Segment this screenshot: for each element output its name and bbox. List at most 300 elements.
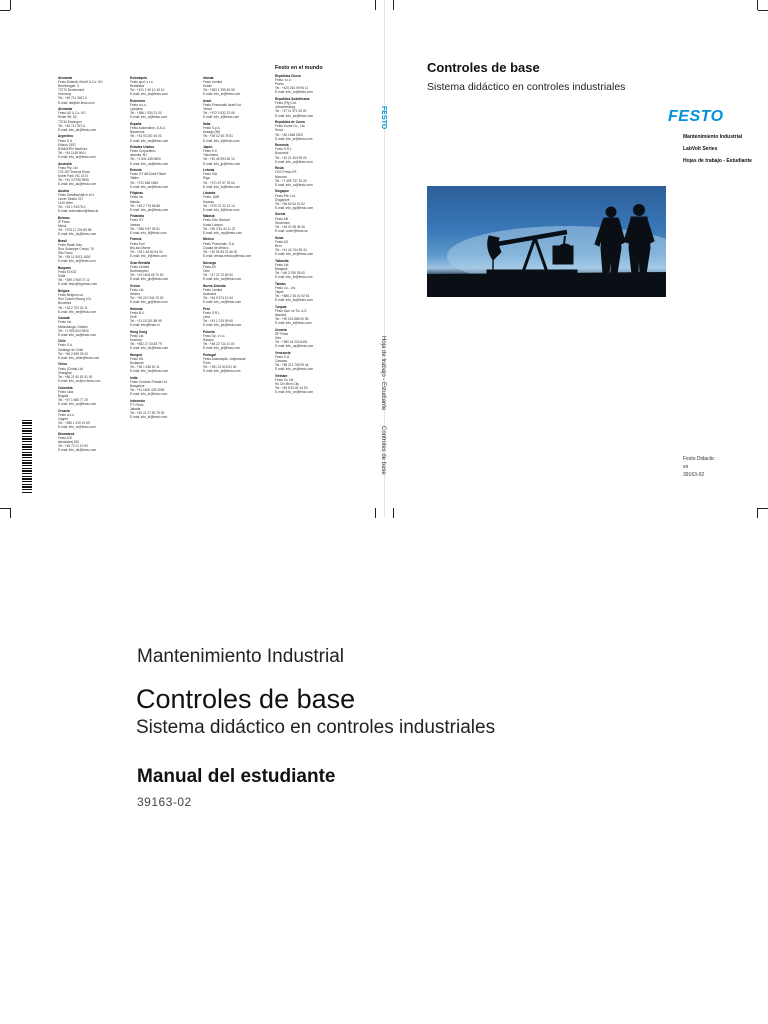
address-line: Johannesburg (275, 105, 296, 110)
side-item-program: Mantenimiento Industrial (683, 134, 743, 140)
crop-mark (758, 10, 768, 11)
address-line: Bucureşti (275, 151, 289, 156)
address-entry (58, 289, 122, 314)
address-country: China (58, 362, 67, 367)
address-line: Festo S.p.A. (203, 126, 221, 131)
address-country: India (130, 375, 138, 380)
address-line: E-mail: info_ru@festo.com (275, 182, 313, 187)
address-line: Minsk (58, 224, 67, 229)
address-entry (130, 307, 194, 327)
address-line: Tel.: +55 11 5013-1600 (58, 255, 91, 260)
address-line: Tel.: +90 216 585 00 85 (275, 317, 309, 321)
address-country: Singapur (275, 189, 289, 194)
crop-mark (0, 10, 10, 11)
address-line: Tel.: +371 67 57 78 64 (203, 180, 235, 185)
address-line: Tel.: +36 1 436 51 11 (130, 365, 160, 370)
address-line: Ho Chi Minh City (275, 382, 299, 387)
address-line: E-mail: info_br@festo.com (58, 259, 96, 264)
address-line: Tel.: +65 62 64 01 52 (275, 201, 305, 206)
address-entry (130, 376, 194, 396)
address-line: Tel.: +41 44 744 55 44 (275, 247, 307, 252)
address-line: Dublin (203, 84, 213, 89)
address-line: Festo Limited (130, 264, 150, 269)
address-line: Tel.: +375 17 204 85 58 (58, 228, 92, 233)
address-line: Tel.: +1 905 624 9000 (58, 328, 89, 333)
address-country: Suecia (275, 212, 286, 217)
address-line: E-mail: automation@festo.at (58, 209, 99, 214)
address-line: E-mail: info_fr@festo.com (130, 253, 167, 258)
address-line: Tel.: +370 37 32 13 14 (203, 203, 235, 208)
address-line: Tel.: +886 2 26 01 92 81 (275, 293, 310, 298)
address-line: E-mail: info_co@festo.com (58, 401, 97, 406)
cover-footer (683, 455, 715, 479)
address-line: E-mail: info_jp@festo.com (203, 161, 241, 166)
footer-code: 39163-02 (683, 472, 705, 478)
address-line: Bogotá (58, 393, 69, 398)
address-line: Assago (MI) (203, 130, 221, 135)
title-page (0, 519, 768, 1024)
address-line: Yehud (203, 107, 212, 112)
side-item-series: LabVolt Series (683, 146, 718, 152)
barcode-icon (22, 420, 32, 494)
crop-mark (758, 508, 768, 509)
address-entry (58, 266, 122, 286)
address-entry (130, 399, 194, 419)
address-country: Rusia (275, 166, 284, 171)
address-line: Festo Corporation (130, 149, 156, 154)
address-line: E-mail: info_in@festo.com (130, 392, 168, 397)
address-line: Tel.: +39 02 45 78 81 (203, 134, 233, 139)
address-country: Irlanda (203, 76, 214, 80)
address-line: Tel.: +45 70 21 10 90 (58, 443, 88, 448)
address-line: Festo Automation, S.A.U. (130, 126, 166, 131)
address-line: Festo, s.r.o. (275, 78, 292, 83)
address-line: Tel.: +51 1 219 69 60 (203, 318, 233, 323)
address-entry (275, 374, 339, 394)
address-line: Tel.: +30 210 341 29 00 (130, 295, 164, 300)
address-entry (130, 214, 194, 234)
address-line: E-mail: info_hr@festo.com (58, 424, 96, 429)
address-line: Tel.: +81 45 593 56 10 (203, 157, 235, 162)
address-line: Festo Korea Co., Ltd. (275, 124, 306, 129)
address-line: Tel.: +56 2 690 28 00 (58, 351, 88, 356)
address-line: E-mail: info_tr@festo.com (275, 321, 312, 326)
address-line: Festo AG & Co. KG (58, 111, 86, 116)
address-country: República Sudafricana (275, 97, 310, 102)
address-line: Bangkok (275, 266, 288, 271)
address-line: Festo d.o.o. (58, 412, 75, 417)
address-country: Venezuela (275, 350, 291, 355)
address-line: Festo Controls Private Ltd. (130, 379, 168, 384)
address-line: Festo AS (203, 264, 216, 269)
crop-mark (393, 0, 394, 10)
address-line: Kowloon (130, 337, 143, 342)
address-entry (58, 409, 122, 429)
address-entry (275, 143, 339, 163)
address-country: Suiza (275, 235, 284, 240)
address-line: Caracas (275, 359, 287, 364)
address-line: Oslo (203, 268, 210, 273)
address-country: República de Corea (275, 120, 305, 125)
address-line: E-mail: info_es@festo.com (130, 138, 169, 143)
address-entry (275, 305, 339, 325)
address-country: Lituania (203, 191, 216, 196)
address-line: Taipei (275, 289, 284, 294)
address-line: Festo Eurl (130, 241, 145, 246)
address-entry (130, 237, 194, 257)
address-line: Lima (203, 314, 210, 319)
cover-title: Controles de base (427, 60, 540, 75)
address-country: Eslovenia (130, 99, 145, 104)
address-line: IP Festo (58, 219, 70, 224)
address-country: Nueva Zelanda (203, 283, 226, 288)
address-line: E-mail: info_za@festo.com (275, 113, 314, 118)
address-entry (203, 191, 267, 211)
address-line: E-mail: info_au@festo.com (58, 182, 97, 187)
address-line: Linzer Straße 227 (58, 196, 84, 201)
address-line: Tel.: +32 2 702 32 11 (58, 305, 88, 310)
title-page-manual: Manual del estudiante (137, 766, 336, 787)
address-line: DP Festo (275, 331, 289, 336)
title-page-series: Mantenimiento Industrial (137, 646, 344, 667)
address-country: Alemania (58, 107, 73, 112)
address-country: Brasil (58, 238, 67, 243)
address-line: Northampton (130, 268, 149, 273)
crop-mark (375, 0, 376, 10)
address-line: Delft (130, 314, 137, 319)
address-column-3 (203, 76, 267, 376)
address-line: E-mail: info_be@festo.com (58, 309, 97, 314)
address-line: Stockholm (275, 220, 290, 225)
address-line: Festo Ltda. (58, 389, 74, 394)
address-country: Tailandia (275, 258, 289, 263)
address-entry (203, 237, 267, 257)
cover-subtitle: Sistema didáctico en controles industriales (427, 81, 626, 93)
address-line: E-mail: info_id@festo.com (130, 415, 168, 420)
address-country: Alemania (58, 76, 73, 80)
address-line: Festo San. ve Tic. A.S. (275, 308, 308, 313)
address-country: Italia (203, 122, 211, 127)
address-line: Tel.: +351 22 615 61 50 (203, 365, 237, 370)
address-line: Festo (China) Ltd. (58, 366, 84, 371)
address-country: Japón (203, 145, 213, 150)
address-line: Budapest (130, 360, 144, 365)
address-line: Porto (203, 360, 211, 365)
address-line: Festo SIA (203, 172, 217, 177)
title-page-title: Controles de base (136, 684, 356, 714)
address-line: OOO Festo-RF (275, 170, 297, 175)
address-line: Tel.: +84 8 62 81 44 53 (275, 386, 308, 391)
address-line: Festo Co Ltd (275, 378, 294, 382)
address-line: Festo Sp. z o.o. (203, 333, 226, 338)
address-line: Praha (275, 82, 284, 87)
address-entry (58, 339, 122, 359)
address-line: E-mail: info_hu@festo.com (130, 369, 169, 374)
address-entry (130, 261, 194, 281)
address-entry (203, 99, 267, 119)
address-entry (58, 162, 122, 187)
address-line: Festo Automação, Unipessoal (203, 356, 246, 361)
address-line: Tallinn (130, 176, 140, 181)
address-line: Edison 2392 (58, 142, 76, 147)
address-line: E-mail: info_de@festo.com (58, 127, 97, 132)
address-line: Tel.: +57 1 865 77 29 (58, 397, 88, 402)
address-line: Festo S.R.L. (275, 147, 293, 152)
address-entry (203, 145, 267, 165)
address-line: Tel.: +31 15 251 88 99 (130, 318, 162, 323)
title-page-subtitle: Sistema didáctico en controles industriales (136, 717, 496, 738)
address-line: Tel.: +27 11 971 55 00 (275, 109, 307, 114)
address-country: Holanda (130, 306, 143, 311)
address-entry (58, 216, 122, 236)
address-line: Noble Park VIC 3174 (58, 173, 88, 178)
address-entry (130, 353, 194, 373)
address-line: Tel.: +1 631 435 0800 (130, 157, 161, 162)
address-column-2 (130, 76, 194, 422)
address-country: Malasia (203, 214, 215, 219)
address-country: Gran Bretaña (130, 260, 151, 265)
address-country: Australia (58, 161, 72, 166)
address-line: E-mail: info_pt@festo.com (203, 369, 241, 374)
address-country: Indonesia (130, 398, 145, 403)
address-entry (275, 236, 339, 256)
address-line: E-mail: did@de.festo.com (58, 100, 95, 105)
address-line: Festo Inc. (58, 320, 72, 325)
address-entry (275, 97, 339, 117)
address-line: Festo Kft. (130, 356, 144, 361)
address-entry (58, 189, 122, 214)
address-line: Tel.: +358 9 87 06 51 (130, 226, 160, 231)
address-line: Tel.: +44 1604 66 70 00 (130, 272, 164, 277)
address-line: Tel.: +420 261 09 96 11 (275, 86, 309, 91)
address-line: Barcelona (130, 130, 145, 135)
address-line: Kiev (275, 335, 282, 340)
crop-mark (10, 508, 11, 518)
address-line: Bangalore (130, 384, 145, 388)
address-line: Festo Limited (203, 80, 223, 85)
address-entry (58, 362, 122, 382)
address-line: Festo S.R.L. (203, 310, 221, 315)
address-line: Tel.: +7 495 737 34 00 (275, 178, 307, 183)
address-line: 73734 Esslingen (58, 119, 82, 124)
address-line: Festo Ltd. (130, 287, 145, 292)
address-line: Moscow (275, 174, 287, 179)
address-entry (130, 330, 194, 350)
address-line: E-mail: info_fi@festo.com (130, 230, 167, 235)
address-country: Colombia (58, 385, 73, 390)
address-line: E-mail: info_ve@festo.com (275, 367, 314, 372)
address-line: Festo Inc. (130, 195, 144, 200)
address-line: PT. Festo (130, 402, 144, 407)
address-country: Argentina (58, 134, 73, 139)
address-line: Festo S.A. (58, 343, 73, 348)
address-line: E-mail: info_us@festo.com (130, 161, 169, 166)
address-line: Rue Colonel Bourg 101 (58, 297, 92, 302)
footer-language: es (683, 464, 689, 470)
address-line: Islevdalvej 180 (58, 439, 80, 444)
address-line: Tel.: +48 22 711 41 00 (203, 341, 235, 346)
address-line: Islandia, NY (130, 153, 148, 158)
address-line: E-mail: info_kr@festo.com (275, 136, 313, 141)
address-line: 1140 Wien (58, 201, 74, 205)
address-line: Festo Gesellschaft m.b.H. (58, 192, 95, 197)
address-entry (58, 107, 122, 132)
address-line: E-mail: info_lt@festo.com (203, 207, 240, 212)
spine-text-worksheet: Hoja de trabajo - Estudiante (380, 336, 386, 411)
address-line: E-mail: info_dk@festo.com (58, 448, 97, 452)
address-line: Ruiter Str. 82 (58, 115, 77, 120)
address-line: Santiago de Chile (58, 347, 84, 352)
address-country: Perú (203, 306, 211, 311)
address-line: Tel.: +61 3 9795 9555 (58, 177, 89, 182)
address-line: Seoul (275, 128, 284, 133)
address-line: Istanbul (275, 312, 287, 317)
address-line: E-mail: info_my@festo.com (203, 230, 243, 235)
address-line: Mississauga, Ontario (58, 324, 88, 329)
address-line: E-mail: info_ph@festo.com (130, 207, 169, 212)
address-entry (203, 122, 267, 142)
address-line: Bratislava (130, 84, 144, 89)
address-line: E-mail: info_vn@festo.com (275, 390, 314, 395)
address-column-4 (275, 66, 339, 397)
address-line: Festo Pneumatic, S.A. (203, 241, 235, 246)
address-line: Germany (58, 92, 72, 97)
address-line: Festo Limited (203, 287, 223, 292)
address-entry (130, 191, 194, 211)
address-line: Tel.: +52 55 53 21 66 00 (203, 249, 238, 254)
address-line: Tel.: +852 27 43 83 79 (130, 341, 162, 346)
address-entry (203, 76, 267, 96)
address-line: E-mail: info_by@festo.com (58, 232, 97, 237)
address-line: Tel.: +46 20 38 38 40 (275, 224, 305, 229)
address-country: Grecia (130, 283, 140, 288)
address-line: Tel.: +64 9 574 10 94 (203, 295, 233, 300)
address-line: Festo C.A. (275, 354, 291, 359)
address-line: Rua Guiseppe Crespi, 76 (58, 247, 94, 252)
crop-mark (375, 508, 376, 518)
address-line: Festo Ltd. (275, 262, 290, 267)
address-entry (203, 330, 267, 350)
address-line: Raszyn (203, 337, 214, 342)
address-entry (203, 214, 267, 234)
address-line: E-mail: info_tw@festo.com (275, 298, 313, 303)
address-line: Festo S.A. (58, 138, 73, 143)
address-line: E-mail: info_nz@festo.com (203, 299, 242, 304)
address-line: Tel.: +86 21 60 81 51 00 (58, 374, 93, 379)
address-line: Tel.: +82 1666 0202 (275, 132, 304, 137)
address-entry (275, 166, 339, 186)
address-line: E-mail: info_gr@festo.com (130, 299, 168, 304)
address-line: Festo spol. s r.o. (130, 80, 154, 85)
address-entry (58, 76, 122, 105)
address-entry (275, 351, 339, 371)
address-line: Festo Ltd. (130, 333, 145, 338)
address-country: Ucrania (275, 327, 287, 332)
address-line: E-mail: info_ee@festo.com (130, 184, 169, 189)
address-line: E-mail: order@festo.se (275, 228, 308, 233)
address-country: República Checa (275, 74, 301, 79)
address-line: Tel.: +66 2 290 28 00 (275, 270, 305, 275)
address-line: Tel.: +43 1 91075-0 (58, 205, 86, 210)
address-country: Hungría (130, 352, 143, 357)
address-line: E-mail: info_ua@festo.com (275, 344, 314, 349)
address-line: Festo (Pty) Ltd. (275, 101, 297, 106)
address-line: E-mail: festo@bg.festo.com (58, 282, 98, 287)
address-line: Ljubljana (130, 107, 143, 112)
address-country: España (130, 122, 142, 127)
address-line: Tel.: +49 711 347-0 (58, 123, 86, 128)
address-entry (130, 168, 194, 188)
address-entry (275, 189, 339, 209)
address-line: E-mail: info_ca@festo.com (58, 332, 97, 337)
address-entry (203, 307, 267, 327)
address-country: Vietnam (275, 373, 288, 378)
spine-text-title: Controles de base (380, 426, 386, 475)
side-item-worksheet: Hojas de trabajo - Estudiante (683, 158, 752, 164)
address-line: Athens (130, 291, 140, 296)
address-line: Tel.: +49 711 3467-0 (58, 96, 87, 101)
address-country: Letonia (203, 168, 215, 173)
address-country: Estados Unidos (130, 145, 155, 150)
address-line: Festo A/S (58, 435, 72, 440)
address-country: Canadá (58, 316, 70, 321)
address-entry (130, 99, 194, 119)
address-country: Noruega (203, 260, 216, 265)
address-line: Yokohama (203, 153, 218, 158)
address-line: E-mail: info_hk@festo.com (130, 346, 169, 351)
address-column-1 (58, 76, 122, 455)
address-line: Sofia (58, 274, 66, 279)
address-line: Tel.: +385 1 619 19 69 (58, 420, 90, 425)
address-line: E-mail: info@festo.nl (130, 323, 160, 327)
address-line: Festo d.o.o. (130, 103, 147, 108)
address-country: Hong Kong (130, 329, 148, 334)
oil-pumpjack-photo (427, 186, 666, 297)
address-line: Tel.: +386 1 530 21 00 (130, 111, 162, 116)
address-line: Auckland (203, 291, 217, 296)
address-line: E-mail: info_pl@festo.com (203, 346, 241, 351)
address-country: Dinamarca (58, 431, 75, 436)
address-line: Tel.: +63 2 776 68 88 (130, 203, 160, 208)
address-country: Turquía (275, 304, 287, 309)
address-line: Rechbergstr. 3 (58, 84, 79, 89)
address-line: E-mail: info_sk@festo.com (130, 92, 168, 97)
crop-mark (757, 0, 758, 10)
address-country: Israel (203, 99, 212, 104)
address-line: Festo, UAB (203, 195, 220, 200)
address-line: Tel.: +62 21 27 50 79 00 (130, 411, 165, 416)
address-entry (203, 168, 267, 188)
address-entry (203, 353, 267, 373)
address-country: Rumania (275, 143, 289, 148)
address-entry (275, 74, 339, 94)
address-country: Bélgica (58, 289, 70, 294)
address-line: B1640HRV Martínez (58, 146, 88, 151)
spine (378, 106, 388, 496)
address-line: E-mail: info_ch@festo.com (275, 251, 314, 256)
address-line: 73770 Denkendorf (58, 88, 85, 93)
address-entry (130, 284, 194, 304)
address-entry (275, 120, 339, 140)
address-line: E-mail: info_it@festo.com (203, 138, 240, 143)
address-country: Bulgaria (58, 266, 71, 271)
address-entry (130, 145, 194, 165)
address-line: E-mail: info_gb@festo.com (130, 276, 169, 281)
address-line: Tel.: +60 3 61 44 11 22 (203, 226, 236, 231)
address-entry (58, 316, 122, 336)
address-line: Manila (130, 199, 140, 204)
address-line: E-mail: info_chile@festo.com (58, 355, 100, 360)
